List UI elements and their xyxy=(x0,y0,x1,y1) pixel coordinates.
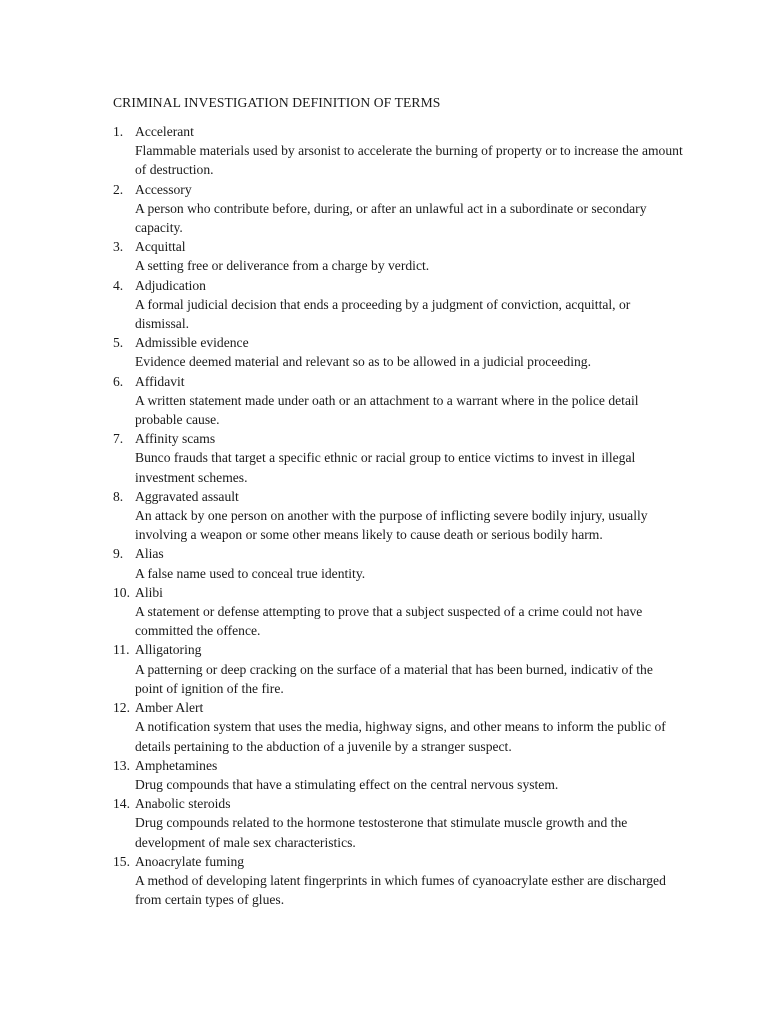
term-number: 1. xyxy=(113,124,124,139)
term-number: 6. xyxy=(113,373,124,389)
term-number: 14. xyxy=(113,796,130,812)
list-item xyxy=(113,794,683,852)
term-name: Accessory xyxy=(135,181,192,197)
term-number: 2. xyxy=(113,181,124,197)
term-number: 15. xyxy=(113,853,130,869)
term-number: 5. xyxy=(113,335,124,351)
term-definition: Bunco frauds that target a specific ethnic or racial group to entice victims to invest in illegal investment schemes. xyxy=(135,450,636,485)
term-number: 13. xyxy=(113,757,130,773)
term-name: Amber Alert xyxy=(135,700,204,716)
term-name: Adjudication xyxy=(135,277,206,293)
list-item xyxy=(113,122,683,180)
list-item xyxy=(113,640,683,698)
term-name: Anabolic steroids xyxy=(135,796,231,812)
term-name: Affidavit xyxy=(135,373,185,389)
term-number: 11. xyxy=(113,642,130,658)
term-number: 4. xyxy=(113,277,124,293)
term-definition: Flammable materials used by arsonist to accelerate the burning of property or to increase the amount of destruction. xyxy=(135,143,683,178)
term-name: Aggravated assault xyxy=(135,488,239,504)
term-definition: Drug compounds related to the hormone testosterone that stimulate muscle growth and the development of male sex characteristics. xyxy=(135,815,628,850)
term-name: Alias xyxy=(135,546,164,562)
term-definition: A notification system that uses the media, highway signs, and other means to inform the public of details pertaining to the abduction of a juvenile by a stranger suspect. xyxy=(135,719,666,754)
term-definition: A person who contribute before, during, or after an unlawful act in a subordinate or secondary capacity. xyxy=(135,200,647,236)
term-number: 3. xyxy=(113,239,124,255)
list-item xyxy=(113,698,683,756)
list-item xyxy=(113,237,683,275)
term-list xyxy=(113,122,683,909)
term-number: 7. xyxy=(113,431,124,447)
term-definition: A setting free or deliverance from a charge by verdict. xyxy=(135,258,430,274)
term-definition: A method of developing latent fingerprints in which fumes of cyanoacrylate esther are discharged from certain types of glues. xyxy=(135,872,666,908)
term-name: Affinity scams xyxy=(135,431,216,447)
term-definition: Evidence deemed material and relevant so as to be allowed in a judicial proceeding. xyxy=(135,354,591,370)
term-name: Acquittal xyxy=(135,239,186,255)
term-definition: Drug compounds that have a stimulating effect on the central nervous system. xyxy=(135,776,559,792)
list-item xyxy=(113,852,683,910)
term-number: 8. xyxy=(113,488,124,504)
list-item xyxy=(113,487,683,545)
term-number: 12. xyxy=(113,700,130,716)
term-number: 10. xyxy=(113,584,130,600)
list-item xyxy=(113,756,683,794)
list-item xyxy=(113,180,683,238)
term-name: Accelerant xyxy=(135,124,194,139)
list-item xyxy=(113,276,683,334)
list-item xyxy=(113,333,683,371)
term-definition: A false name used to conceal true identity. xyxy=(135,565,366,581)
term-definition: A statement or defense attempting to prove that a subject suspected of a crime could not have committed the offence. xyxy=(135,604,643,639)
term-name: Amphetamines xyxy=(135,757,218,773)
term-definition: An attack by one person on another with the purpose of inflicting severe bodily injury, usually involving a weapon or some other means likely to cause death or serious bodily harm. xyxy=(135,508,648,543)
term-name: Anoacrylate fuming xyxy=(135,853,245,869)
term-name: Admissible evidence xyxy=(135,335,249,351)
term-definition: A written statement made under oath or an attachment to a warrant where in the police detail probable cause. xyxy=(135,392,639,428)
term-definition: A patterning or deep cracking on the surface of a material that has been burned, indicativ of the point of ignition of the fire. xyxy=(135,661,653,696)
term-name: Alligatoring xyxy=(135,642,202,658)
term-number: 9. xyxy=(113,546,124,562)
page-title: CRIMINAL INVESTIGATION DEFINITION OF TERMS xyxy=(113,95,441,110)
list-item xyxy=(113,583,683,641)
term-definition: A formal judicial decision that ends a proceeding by a judgment of conviction, acquittal, or dismissal. xyxy=(135,296,631,332)
list-item xyxy=(113,372,683,430)
list-item xyxy=(113,544,683,582)
term-name: Alibi xyxy=(135,584,163,600)
list-item xyxy=(113,429,683,487)
